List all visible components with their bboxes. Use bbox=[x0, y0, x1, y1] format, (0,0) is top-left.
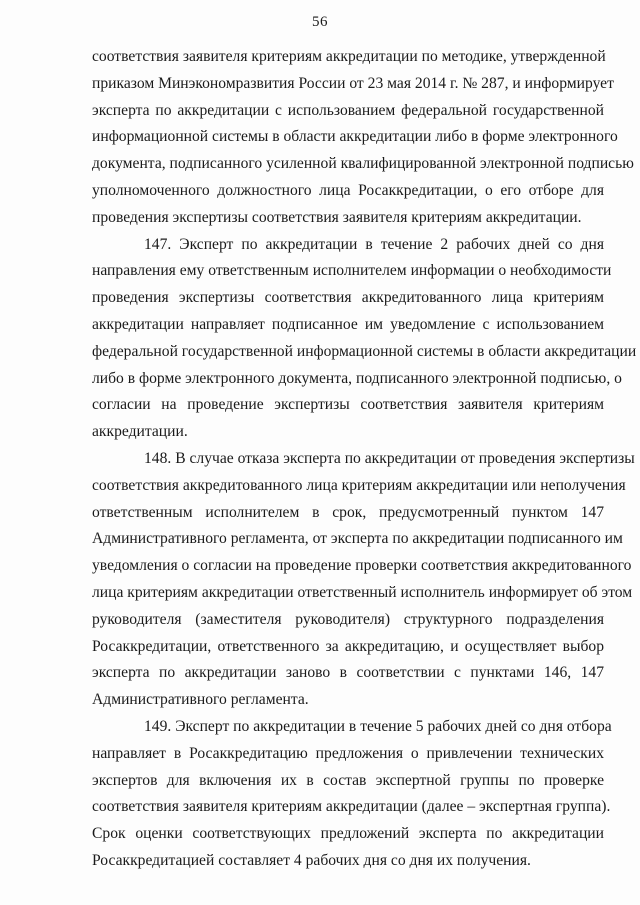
text-line: направления ему ответственным исполнителем информации о необходимости bbox=[92, 262, 612, 280]
text-line: согласии на проведение экспертизы соответствия заявителя критериям bbox=[92, 396, 604, 414]
text-line: эксперта по аккредитации заново в соответствии с пунктами 146, 147 bbox=[92, 664, 604, 682]
text-line: Росаккредитацией составляет 4 рабочих дня со дня их получения. bbox=[92, 851, 531, 869]
text-line: Административного регламента, от эксперта по аккредитации подписанного им bbox=[92, 530, 623, 548]
text-line: федеральной государственной информационной системы в области аккредитации bbox=[92, 342, 637, 360]
text-line: проведения экспертизы соответствия аккредитованного лица критериям bbox=[92, 289, 604, 307]
text-line: ответственным исполнителем в срок, предусмотренный пунктом 147 bbox=[92, 503, 604, 521]
text-line: соответствия аккредитованного лица критериям аккредитации или неполучения bbox=[92, 476, 626, 494]
text-line: аккредитации. bbox=[92, 423, 188, 441]
text-line: аккредитации направляет подписанное им уведомление с использованием bbox=[92, 315, 604, 333]
text-line: Срок оценки соответствующих предложений эксперта по аккредитации bbox=[92, 825, 604, 843]
text-line: либо в форме электронного документа, подписанного электронной подписью, о bbox=[92, 369, 622, 387]
text-line: уведомления о согласии на проведение проверки соответствия аккредитованного bbox=[92, 557, 632, 575]
text-line: соответствия заявителя критериям аккредитации (далее – экспертная группа). bbox=[92, 798, 611, 816]
text-line: информационной системы в области аккредитации либо в форме электронного bbox=[92, 128, 618, 146]
text-line: приказом Минэкономразвития России от 23 мая 2014 г. № 287, и информирует bbox=[92, 74, 614, 92]
text-line: лица критериям аккредитации ответственный исполнитель информирует об этом bbox=[92, 583, 633, 601]
paragraph-item-148 bbox=[92, 446, 635, 714]
text-line: экспертов для включения их в состав экспертной группы по проверке bbox=[92, 771, 604, 789]
text-line: проведения экспертизы соответствия заявителя критериям аккредитации. bbox=[92, 208, 582, 226]
paragraph-item-149 bbox=[92, 714, 612, 875]
page-number: 56 bbox=[312, 14, 328, 30]
text-line: 149. Эксперт по аккредитации в течение 5 рабочих дней со дня отбора bbox=[144, 717, 612, 735]
text-line: направляет в Росаккредитацию предложения о привлечении технических bbox=[92, 744, 604, 762]
text-line: 147. Эксперт по аккредитации в течение 2 рабочих дней со дня bbox=[144, 235, 604, 253]
text-line: соответствия заявителя критериям аккредитации по методике, утвержденной bbox=[92, 48, 606, 65]
text-line: руководителя (заместителя руководителя) структурного подразделения bbox=[92, 610, 604, 628]
text-line: эксперта по аккредитации с использованием федеральной государственной bbox=[92, 101, 604, 119]
paragraph-continuation bbox=[92, 44, 634, 232]
text-line: 148. В случае отказа эксперта по аккредитации от проведения экспертизы bbox=[144, 449, 635, 467]
document-body bbox=[92, 44, 637, 875]
text-line: уполномоченного должностного лица Росаккредитации, о его отборе для bbox=[92, 181, 604, 199]
text-line: документа, подписанного усиленной квалифицированной электронной подписью bbox=[92, 155, 634, 173]
text-line: Административного регламента. bbox=[92, 691, 309, 709]
text-line: Росаккредитации, ответственного за аккредитацию, и осуществляет выбор bbox=[92, 637, 604, 655]
paragraph-item-147 bbox=[92, 232, 637, 446]
